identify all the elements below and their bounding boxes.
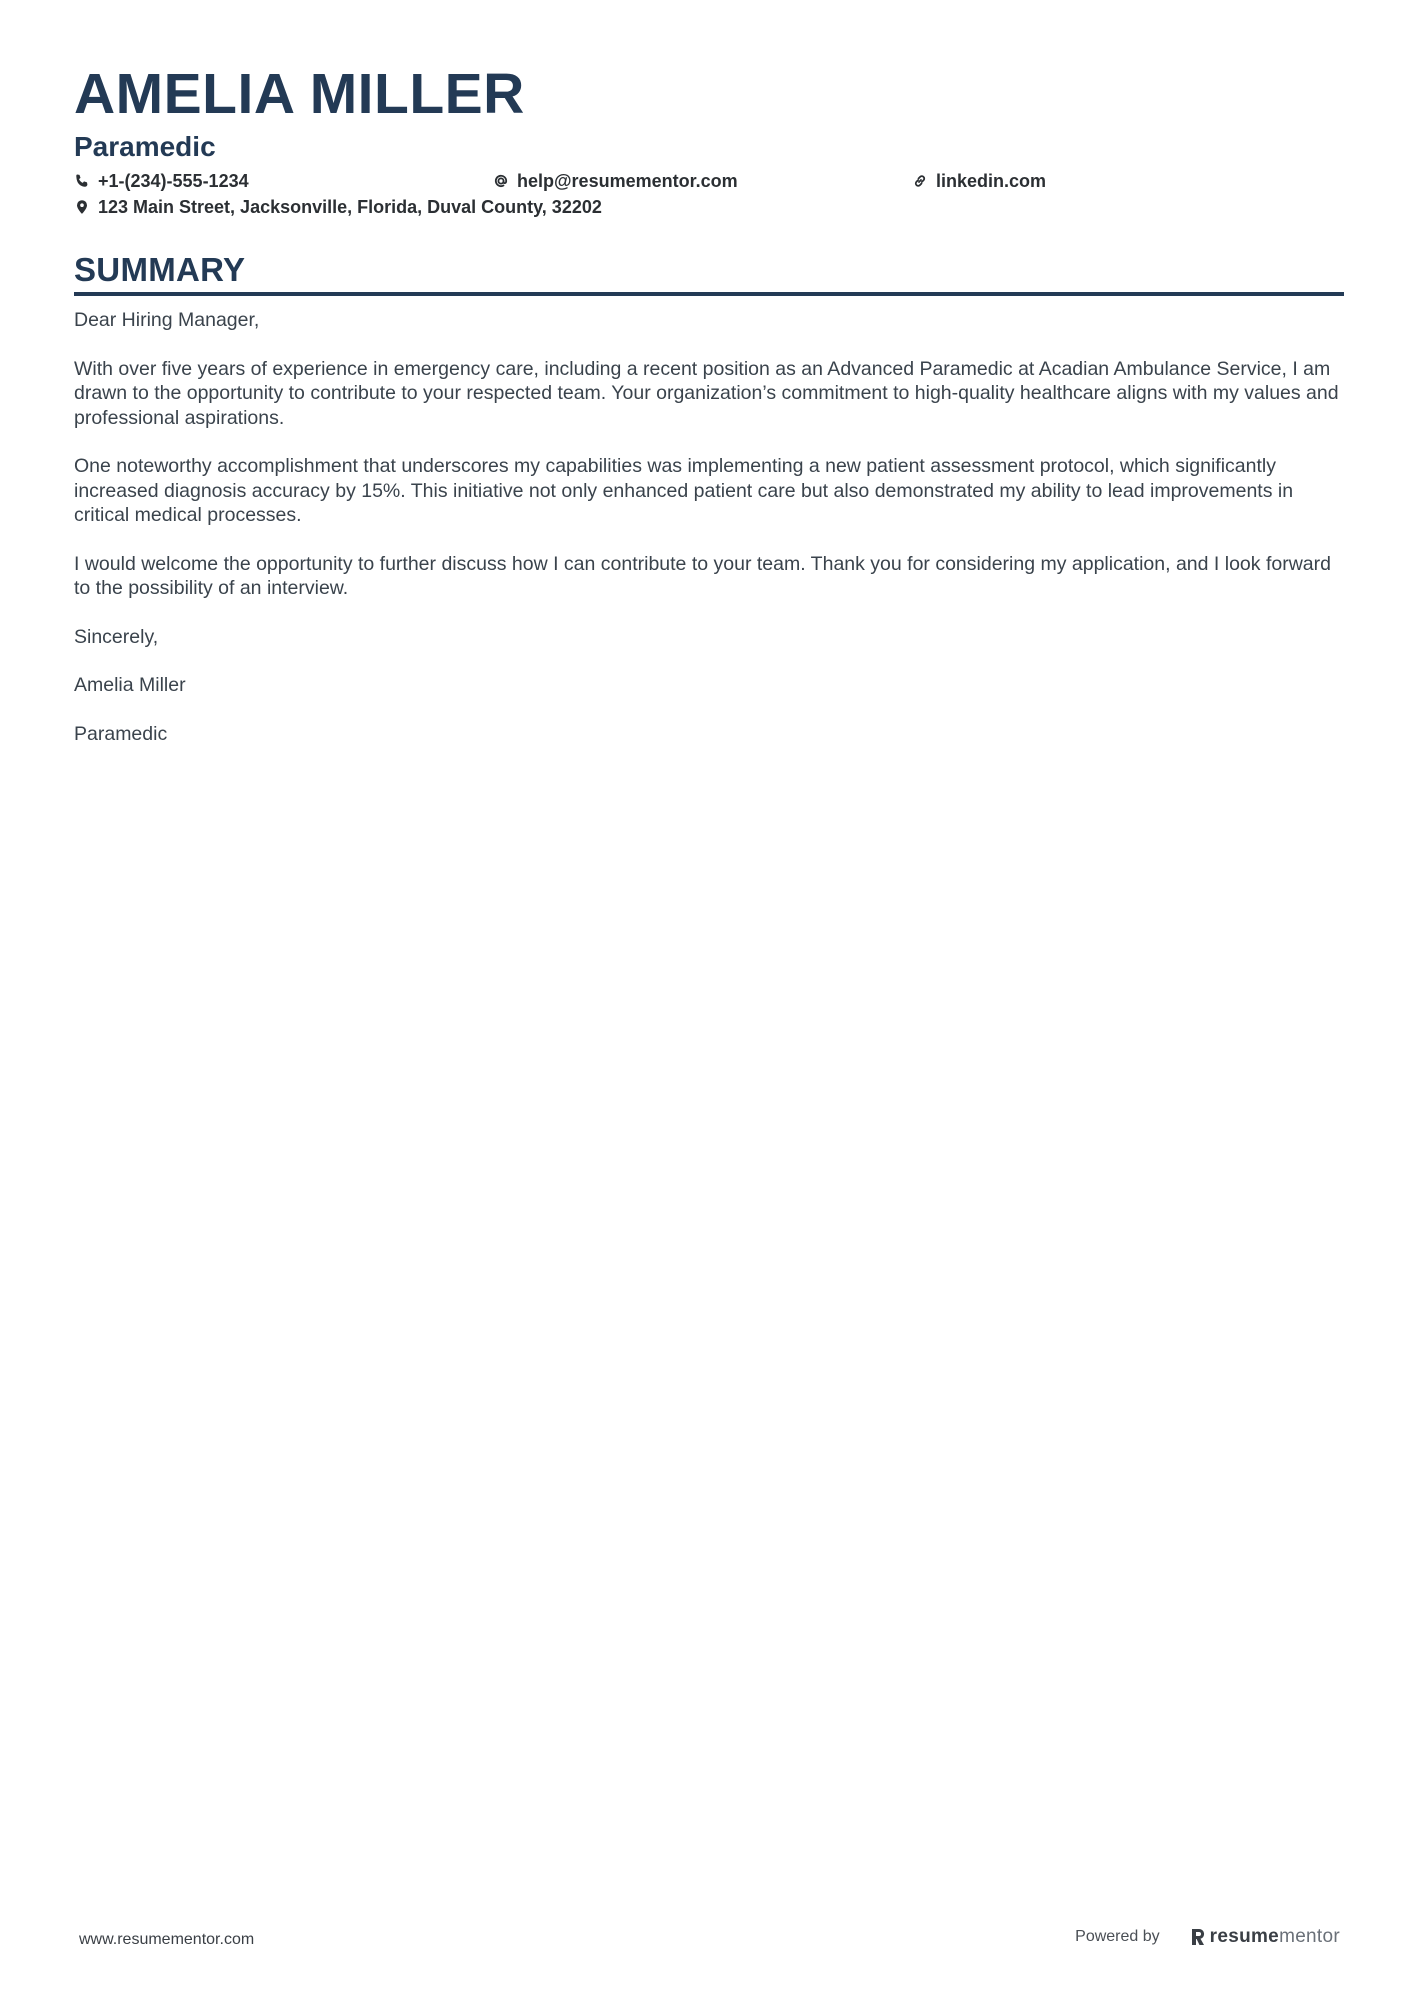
address-text: 123 Main Street, Jacksonville, Florida, Duval County, 32202 (98, 196, 602, 217)
resumementor-logo-icon (1190, 1927, 1206, 1947)
contact-row-2 (74, 194, 1344, 220)
logo-text-bold: resume (1209, 1926, 1280, 1947)
contact-address (74, 197, 602, 218)
contact-linkedin[interactable] (912, 171, 1331, 192)
email-link[interactable]: help@resumementor.com (517, 170, 738, 191)
letter-paragraph: One noteworthy accomplishment that underscores my capabilities was implementing a new patient assessment protocol, which significantly increased diagnosis accuracy by 15%. This initiative not only enhanced patient care but also demonstrated my ability to lead improvements in critical medical processes. (74, 455, 1294, 526)
letter-signature-role: Paramedic (74, 722, 168, 745)
candidate-role: Paramedic (74, 131, 216, 162)
letter-salutation: Dear Hiring Manager, (74, 309, 260, 331)
letter-closing: Sincerely, (74, 625, 159, 648)
logo-text-light: mentor (1279, 1926, 1340, 1947)
letter-signature-name: Amelia Miller (74, 674, 186, 696)
contact-email[interactable] (493, 171, 912, 192)
summary-heading: SUMMARY (74, 251, 246, 288)
candidate-name: AMELIA MILLER (74, 62, 525, 126)
phone-icon (74, 173, 90, 189)
location-pin-icon (74, 199, 90, 215)
phone-text: +1-(234)-555-1234 (98, 170, 249, 191)
powered-by-text: Powered by (1075, 1928, 1160, 1945)
cover-letter-page (74, 60, 1344, 770)
letter-paragraph: I would welcome the opportunity to further discuss how I can contribute to your team. Thank you for considering my application, and I look forward to the possibility of an interview. (74, 552, 1331, 599)
contact-phone (74, 171, 493, 192)
footer-website-link[interactable]: www.resumementor.com (79, 1931, 255, 1948)
letter-paragraph: With over five years of experience in emergency care, including a recent position as an Advanced Paramedic at Acadian Ambulance Service, I am drawn to the opportunity to contribute to your respected team. Your organization’s commitment to high-quality healthcare aligns with my values and professional aspirations. (74, 357, 1339, 429)
section-divider (74, 292, 1344, 296)
linkedin-link[interactable]: linkedin.com (936, 170, 1047, 191)
letter-body (74, 308, 1344, 746)
at-sign-icon (493, 173, 509, 189)
link-icon (912, 173, 928, 189)
contact-row-1 (74, 168, 1344, 194)
resumementor-logo[interactable] (1190, 1926, 1340, 1948)
footer-branding (1075, 1926, 1340, 1948)
